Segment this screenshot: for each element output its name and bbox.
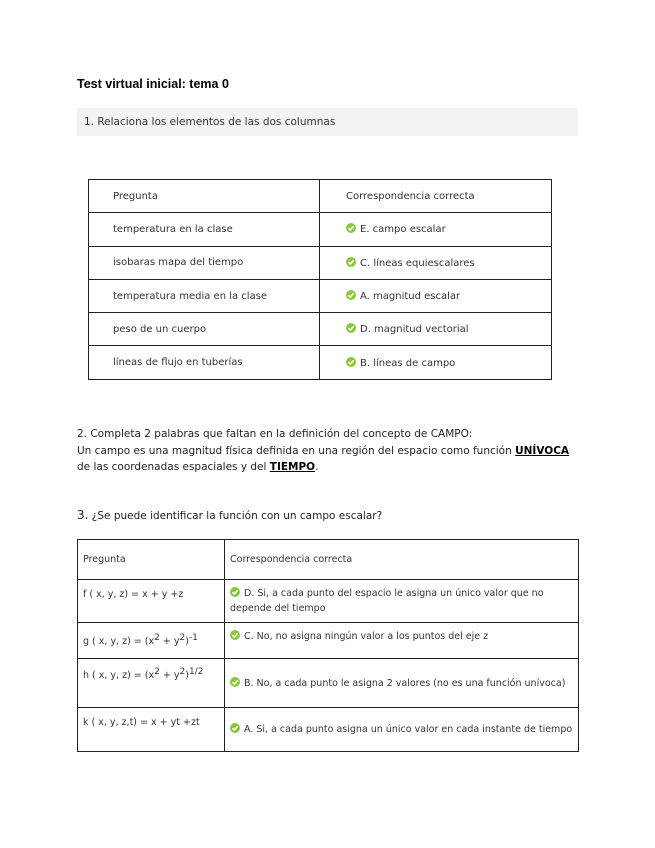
- matching-table-1: [88, 179, 552, 380]
- table-row: [78, 580, 579, 623]
- answer-word-1: UNÍVOCA: [515, 444, 570, 457]
- question-cell: [78, 623, 225, 659]
- check-icon: [230, 587, 240, 597]
- check-icon: [346, 323, 356, 333]
- question-1-prompt: 1. Relaciona los elementos de las dos columnas: [77, 108, 578, 136]
- table-row: [78, 623, 579, 659]
- question-2: [77, 426, 577, 476]
- formula-exponent: 1/2: [188, 667, 204, 677]
- formula-text: + y: [159, 636, 180, 648]
- page-title: Test virtual inicial: tema 0: [77, 77, 229, 91]
- formula-exponent: 2: [179, 667, 186, 677]
- check-icon: [230, 677, 240, 687]
- header-correspondencia: Correspondencia correcta: [225, 540, 579, 580]
- header-correspondencia: Correspondencia correcta: [320, 180, 552, 213]
- answer-text: D. magnitud vectorial: [360, 324, 469, 336]
- answer-text: B. líneas de campo: [360, 357, 456, 369]
- answer-cell: [225, 659, 579, 708]
- definition-text: de las coordenadas espaciales y del: [77, 461, 270, 473]
- formula-text: ): [185, 670, 189, 682]
- question-cell: temperatura media en la clase: [89, 279, 320, 312]
- answer-cell: [225, 708, 579, 752]
- formula-exponent: 2: [154, 633, 160, 644]
- matching-table-3: [77, 539, 579, 752]
- formula-exponent: 2: [154, 667, 160, 677]
- definition-text: Un campo es una magnitud física definida en una región del espacio como función: [77, 444, 516, 457]
- answer-cell: [225, 580, 579, 623]
- check-icon: [346, 357, 356, 367]
- question-cell: líneas de flujo en tuberías: [89, 346, 320, 379]
- answer-cell: [320, 346, 552, 379]
- answer-text: C. No, no asigna ningún valor a los puntos del eje z: [244, 631, 489, 642]
- question-2-definition: [77, 443, 577, 476]
- check-icon: [346, 223, 356, 233]
- answer-text: D. Si, a cada punto del espacio le asigna un único valor que no depende del tiempo: [230, 588, 544, 614]
- formula-text: + y: [159, 670, 180, 682]
- check-icon: [230, 723, 240, 733]
- table-row: [78, 708, 579, 752]
- answer-text: E. campo escalar: [360, 224, 446, 236]
- question-number: 3.: [77, 508, 89, 522]
- question-cell: f ( x, y, z) = x + y +z: [78, 580, 225, 623]
- answer-cell: [225, 623, 579, 659]
- answer-cell: [320, 279, 552, 312]
- formula-text: ): [185, 636, 189, 648]
- check-icon: [346, 290, 356, 300]
- table-row: [89, 279, 552, 312]
- answer-cell: [320, 313, 552, 346]
- table-row: [89, 213, 552, 246]
- formula-text: g ( x, y, z) = (x: [83, 636, 155, 648]
- formula-exponent: -1: [188, 633, 198, 644]
- table-row: [89, 346, 552, 379]
- question-3-text: ¿Se puede identificar la función con un campo escalar?: [88, 510, 383, 522]
- question-cell: peso de un cuerpo: [89, 313, 320, 346]
- table-header-row: [78, 540, 579, 580]
- check-icon: [230, 630, 240, 640]
- table-row: [89, 246, 552, 279]
- answer-text: B. No, a cada punto le asigna 2 valores (no es una función unívoca): [244, 677, 566, 689]
- definition-text: .: [315, 461, 319, 473]
- header-pregunta: Pregunta: [78, 540, 225, 580]
- question-cell: temperatura en la clase: [89, 213, 320, 246]
- header-pregunta: Pregunta: [89, 180, 320, 213]
- table-row: [78, 659, 579, 708]
- answer-word-2: TIEMPO: [269, 461, 316, 473]
- question-2-prompt: 2. Completa 2 palabras que faltan en la definición del concepto de CAMPO:: [77, 428, 473, 440]
- check-icon: [346, 257, 356, 267]
- question-cell: k ( x, y, z,t) = x + yt +zt: [78, 708, 225, 752]
- answer-text: A. Si, a cada punto asigna un único valor en cada instante de tiempo: [244, 724, 573, 735]
- question-cell: isobaras mapa del tiempo: [89, 246, 320, 279]
- answer-text: C. líneas equiescalares: [360, 257, 475, 269]
- question-cell: [78, 659, 225, 708]
- formula-exponent: 2: [179, 633, 186, 644]
- question-3-prompt: [77, 508, 382, 522]
- table-row: [89, 313, 552, 346]
- formula-text: h ( x, y, z) = (x: [83, 670, 155, 682]
- answer-cell: [320, 213, 552, 246]
- answer-text: A. magnitud escalar: [360, 291, 461, 303]
- answer-cell: [320, 246, 552, 279]
- table-header-row: [89, 180, 552, 213]
